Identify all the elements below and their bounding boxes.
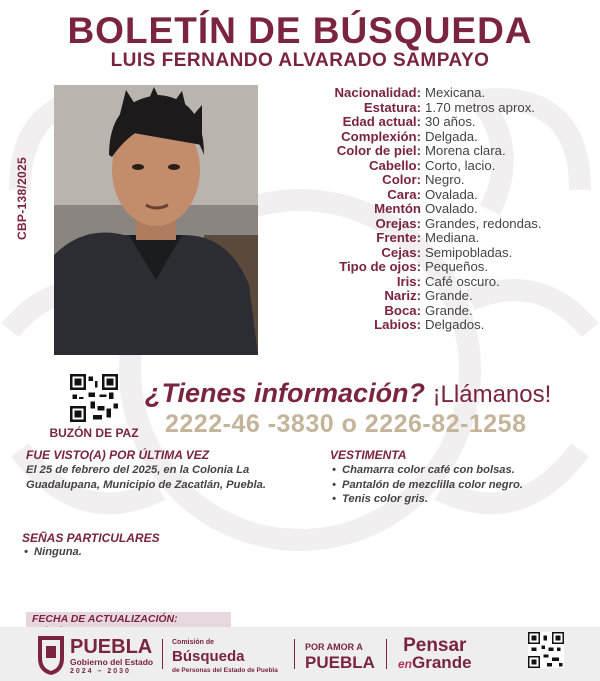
attribute-value: Negro. xyxy=(425,172,465,187)
marks-list xyxy=(22,545,222,560)
clothing-item: • Tenis color gris. xyxy=(330,492,590,507)
por-amor-logo xyxy=(305,640,375,670)
attribute-label: Edad actual: xyxy=(342,114,421,129)
attribute-label: Estatura: xyxy=(363,99,421,115)
busqueda-label: Búsqueda xyxy=(172,648,245,665)
footer-divider xyxy=(294,639,295,669)
attribute-row xyxy=(300,260,600,275)
pensar-en-grande-logo xyxy=(398,637,472,673)
puebla-label: PUEBLA xyxy=(305,653,375,672)
attribute-label: Boca: xyxy=(384,302,421,318)
attribute-label: Orejas: xyxy=(375,215,421,231)
clothing-heading: VESTIMENTA xyxy=(330,448,407,462)
bulletin-title: BOLETÍN DE BÚSQUEDA xyxy=(67,10,533,51)
attribute-row xyxy=(300,86,600,101)
attribute-row xyxy=(300,202,600,217)
attribute-row xyxy=(300,130,600,145)
comision-label: Comisión de xyxy=(172,639,215,646)
comision-logo xyxy=(172,637,278,677)
case-code: CBP-138/2025 xyxy=(15,157,29,240)
footer-divider xyxy=(386,639,387,669)
puebla-gov-logo xyxy=(70,637,153,676)
attribute-label: Nacionalidad: xyxy=(334,85,421,100)
marks-item: • Ninguna. xyxy=(22,545,222,560)
attribute-label: Frente: xyxy=(376,230,421,245)
buzon-qr-code[interactable] xyxy=(70,374,118,422)
attribute-row xyxy=(300,217,600,232)
pensar-label: Pensar xyxy=(403,635,467,656)
footer-divider xyxy=(162,639,163,669)
attributes-list xyxy=(300,86,600,333)
attribute-value: Ovalada. xyxy=(425,186,478,202)
attribute-label: Labios: xyxy=(374,317,421,332)
attribute-value: Grandes, redondas. xyxy=(425,215,542,231)
attribute-value: Ovalado. xyxy=(425,201,478,216)
attribute-value: 30 años. xyxy=(425,114,476,129)
attribute-value: Mediana. xyxy=(425,230,480,245)
attribute-row xyxy=(300,159,600,174)
footer-qr-code[interactable] xyxy=(528,632,564,668)
attribute-label: Iris: xyxy=(396,273,421,289)
attribute-row xyxy=(300,304,600,319)
buzon-de-paz-label: BUZÓN DE PAZ xyxy=(49,426,139,440)
por-amor-label: POR AMOR A xyxy=(305,642,363,652)
attribute-value: Delgados. xyxy=(425,317,485,332)
attribute-value: 1.70 metros aprox. xyxy=(425,99,535,115)
en-label: en xyxy=(398,657,413,671)
photo-illustration xyxy=(54,85,258,355)
attribute-label: Cejas: xyxy=(381,244,421,260)
attribute-row xyxy=(300,188,600,203)
attribute-label: Cabello: xyxy=(368,157,421,173)
attribute-value: Delgada. xyxy=(425,128,478,144)
attribute-value: Morena clara. xyxy=(425,143,506,158)
attribute-label: Cara: xyxy=(387,186,421,202)
puebla-wordmark: PUEBLA xyxy=(70,636,153,658)
attribute-label: Complexión: xyxy=(341,128,421,144)
attribute-label: Color de piel: xyxy=(336,143,421,158)
person-photo xyxy=(54,85,258,355)
attribute-label: Nariz: xyxy=(384,288,421,303)
footer-logos xyxy=(0,627,600,681)
person-name: LUIS FERNANDO ALVARADO SAMPAYO xyxy=(110,50,490,71)
attribute-value: Grande. xyxy=(425,288,473,303)
attribute-row xyxy=(300,275,600,290)
clothing-item: • Chamarra color café con bolsas. xyxy=(330,463,590,478)
personas-label: de Personas del Estado de Puebla xyxy=(172,667,278,674)
attribute-label: Color: xyxy=(382,172,421,187)
clothing-list xyxy=(330,463,590,507)
last-seen-text: El 25 de febrero del 2025, en la Colonia La Guadalupana, Municipio de Zacatlán, Puebla. xyxy=(26,464,266,491)
attribute-value: Café oscuro. xyxy=(425,273,500,289)
grande-label: Grande xyxy=(412,653,472,672)
attribute-row xyxy=(300,318,600,333)
attribute-row xyxy=(300,246,600,261)
attribute-label: Tipo de ojos: xyxy=(339,259,421,274)
cta-question: ¿Tienes información? xyxy=(145,378,426,408)
cta-call: ¡Llámanos! xyxy=(432,381,552,408)
attribute-row xyxy=(300,173,600,188)
last-seen-heading: FUE VISTO(A) POR ÚLTIMA VEZ xyxy=(26,448,210,462)
gov-label: Gobierno del Estado xyxy=(70,657,154,667)
attribute-row xyxy=(300,289,600,304)
attribute-value: Grande. xyxy=(425,302,473,318)
puebla-shield-icon xyxy=(36,632,66,676)
attribute-value: Pequeños. xyxy=(425,259,489,274)
attribute-value: Semipobladas. xyxy=(425,244,513,260)
attribute-label: Mentón xyxy=(374,201,421,216)
attribute-row xyxy=(300,115,600,130)
attribute-row xyxy=(300,231,600,246)
contact-phones[interactable]: 2222-46 -3830 o 2226-82-1258 xyxy=(165,410,527,438)
call-to-action xyxy=(145,378,551,409)
attribute-row xyxy=(300,144,600,159)
attribute-row xyxy=(300,101,600,116)
attribute-value: Mexicana. xyxy=(425,85,486,100)
attribute-value: Corto, lacio. xyxy=(425,157,496,173)
marks-heading: SEÑAS PARTICULARES xyxy=(22,531,160,545)
clothing-item: • Pantalón de mezclilla color negro. xyxy=(330,478,590,493)
gov-years: 2024 – 2030 xyxy=(70,668,131,675)
update-date: FECHA DE ACTUALIZACIÓN: xyxy=(26,612,231,627)
